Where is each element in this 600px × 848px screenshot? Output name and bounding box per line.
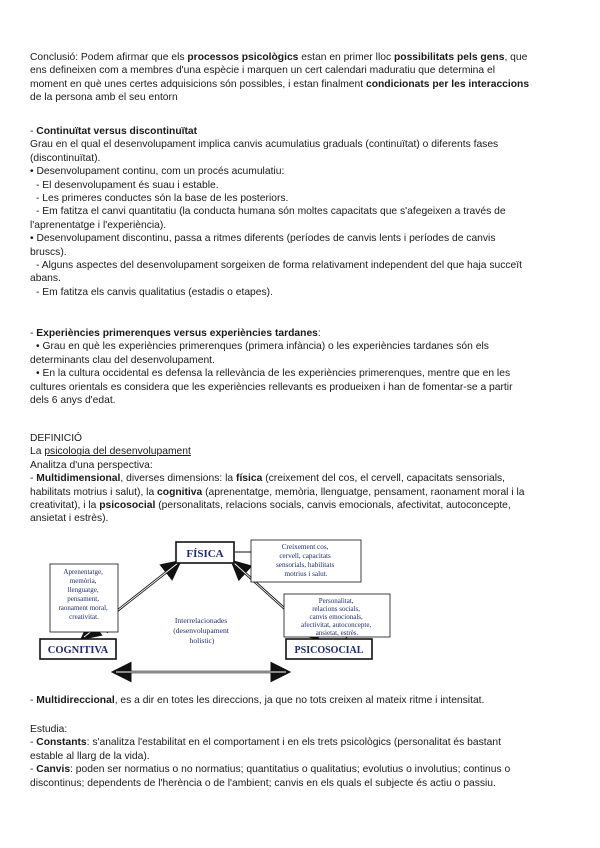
desc-line: canvis emocionals, — [309, 613, 363, 621]
text: : poden ser normatius o no normatius; quantitatius o qualitatius; evolutius o involutius; continus o — [70, 764, 511, 776]
desc-line: llenguatge, — [67, 586, 99, 594]
text: La — [30, 446, 45, 458]
body-line: ansietat i estrès). — [30, 513, 109, 525]
text: creativitat), i la — [30, 500, 100, 512]
bold-term: psicosocial — [99, 500, 156, 512]
fisica-label: FÍSICA — [186, 548, 224, 560]
psicosocial-label: PSICOSOCIAL — [294, 645, 364, 656]
body-line — [30, 694, 575, 707]
text: (personalitats, relacions socials, canvis emocionals, afectivitat, autoconcepte, — [155, 500, 511, 512]
body-line — [30, 499, 575, 512]
body-line: determinants clau del desenvolupament. — [30, 354, 215, 366]
definition-section — [30, 432, 575, 526]
desc-line: motrius i salut. — [284, 570, 328, 578]
development-dimensions-diagram — [30, 538, 530, 688]
sub-item: - Em fatitza el canvi quantitatiu (la conducta humana són moltes capacitats que s'afegeixen a través de — [36, 206, 506, 218]
text: estan en primer lloc — [298, 52, 394, 63]
text: (aprenentatge, memòria, llenguatge, pensament, raonament moral i la — [202, 486, 525, 498]
sub-item: - Alguns aspectes del desenvolupament sorgeixen de forma relativament independent del que haja succeït — [36, 260, 522, 272]
text: - — [30, 764, 37, 776]
bold-term: cognitiva — [157, 486, 203, 498]
text: , que — [504, 52, 528, 63]
text: : — [317, 328, 321, 339]
text: : s'analitza l'estabilitat en el comportament i en els trets psicològics (personalitat és bastant — [86, 737, 501, 749]
desc-line: cervell, capacitats — [279, 552, 331, 560]
bullet-line: • Desenvolupament discontinu, passa a ritmes diferents (períodes de canvis lents i períodes de canvis — [30, 233, 496, 245]
body-line: Grau en el qual el desenvolupament implica canvis acumulatius graduals (continuïtat) o diferents fases — [30, 139, 499, 151]
desc-line: Creixement cos, — [281, 543, 329, 551]
conclusion-paragraph — [30, 51, 575, 105]
bold-term: Constants — [36, 737, 87, 749]
body-line: Analitza d'una perspectiva: — [30, 459, 153, 471]
center-label — [173, 616, 231, 645]
section-heading — [30, 327, 575, 340]
sub-item: - Les primeres conductes són la base de les posteriors. — [36, 193, 289, 205]
text: - — [30, 695, 37, 706]
text: , es a dir en totes les direccions, ja que no tots creixen al mateix ritme i intensitat. — [114, 695, 485, 706]
bullet-line: • Grau en què les experiències primerenques (primera infància) o les experiències tardanes són els — [36, 341, 489, 353]
conclusion-line: de la persona amb el seu entorn — [30, 92, 178, 104]
continuity-section — [30, 125, 575, 299]
study-title: Estudia: — [30, 724, 68, 735]
sub-item: - El desenvolupament és suau i estable. — [36, 179, 219, 191]
body-line — [30, 736, 575, 749]
text: - — [30, 328, 37, 339]
cognitiva-label: COGNITIVA — [47, 645, 109, 656]
text: - — [30, 473, 37, 485]
text: - — [30, 126, 37, 137]
desc-line: creativitat. — [69, 613, 99, 621]
text: (creixement del cos, el cervell, capacitats sensorials, — [262, 473, 506, 485]
body-line: discontinus; dependents de l'herència o de l'ambient; canvis en els quals el subjecte és actiu o passiu. — [30, 777, 496, 789]
conclusion-line — [30, 51, 575, 64]
sub-item: - Em fatitza els canvis qualitatius (estadis o etapes). — [36, 286, 273, 298]
center-line: (desenvolupament — [173, 626, 229, 635]
body-line: dels 6 anys d'edat. — [30, 395, 116, 407]
definition-title: DEFINICIÓ — [30, 433, 83, 444]
body-line: cultures orientals es considera que les experiències rellevants es produeixen i han de fomentar-se a partir — [30, 381, 513, 393]
bullet-line: • Desenvolupament continu, com un procés acumulatiu: — [30, 166, 285, 178]
conclusion-line — [30, 78, 575, 91]
bold-term: Canvis — [36, 764, 71, 776]
bold-term: física — [236, 473, 263, 485]
desc-line: sensorials, habilitats — [275, 561, 335, 569]
body-line: l'aprenentatge i l'experiència). — [30, 219, 167, 231]
bullet-line: • En la cultura occidental es defensa la rellevància de les experiències primerenques, mentre que en les — [36, 368, 511, 380]
body-line — [30, 486, 575, 499]
conclusion-line: ens defineixen com a membres d'una espècie i marquen un cert calendari maduratiu que determina el — [30, 65, 496, 77]
center-line: holístic) — [189, 636, 215, 645]
desc-line: raonament moral, — [58, 604, 108, 612]
body-line: abans. — [30, 273, 61, 285]
text: moment en què unes certes adquisicions són possibles, i estan finalment — [30, 78, 366, 90]
bold-term: processos psicològics — [187, 52, 299, 63]
body-line: estable al llarg de la vida). — [30, 750, 150, 762]
definition-subject — [30, 445, 575, 458]
body-line — [30, 472, 575, 485]
center-line: Interrelacionades — [174, 616, 228, 625]
body-line: bruscs). — [30, 246, 67, 258]
text: - — [30, 737, 37, 749]
text: habilitats motrius i salut), la — [30, 486, 158, 498]
desc-line: memòria, — [69, 577, 97, 585]
section-heading — [30, 125, 575, 138]
heading-text: Continuïtat versus discontinuïtat — [36, 126, 198, 137]
body-line — [30, 763, 575, 776]
desc-line: pensament, — [67, 595, 99, 603]
multidirectional-line — [30, 694, 575, 707]
desc-line: ansietat, estrès. — [315, 629, 359, 637]
bold-term: condicionats per les interaccions — [365, 78, 530, 90]
bold-term: possibilitats pels gens — [394, 52, 505, 63]
fisica-description — [276, 543, 336, 578]
experiences-section — [30, 327, 575, 407]
desc-line: Personalitat, — [318, 597, 354, 605]
desc-line: Aprenentatge, — [63, 568, 103, 576]
desc-line: relacions socials, — [312, 605, 361, 613]
text: , diverses dimensions: la — [120, 473, 237, 485]
bold-term: Multidireccional — [36, 695, 115, 706]
underlined-term: psicologia del desenvolupament — [44, 446, 191, 458]
bold-term: Multidimensional — [36, 473, 121, 485]
heading-text: Experiències primerenques versus experiències tardanes — [36, 328, 318, 339]
study-section — [30, 723, 575, 790]
body-line: (discontinuïtat). — [30, 152, 101, 164]
text: Conclusió: Podem afirmar que els — [30, 52, 188, 63]
desc-line: afectivitat, autoconcepte, — [301, 621, 372, 629]
